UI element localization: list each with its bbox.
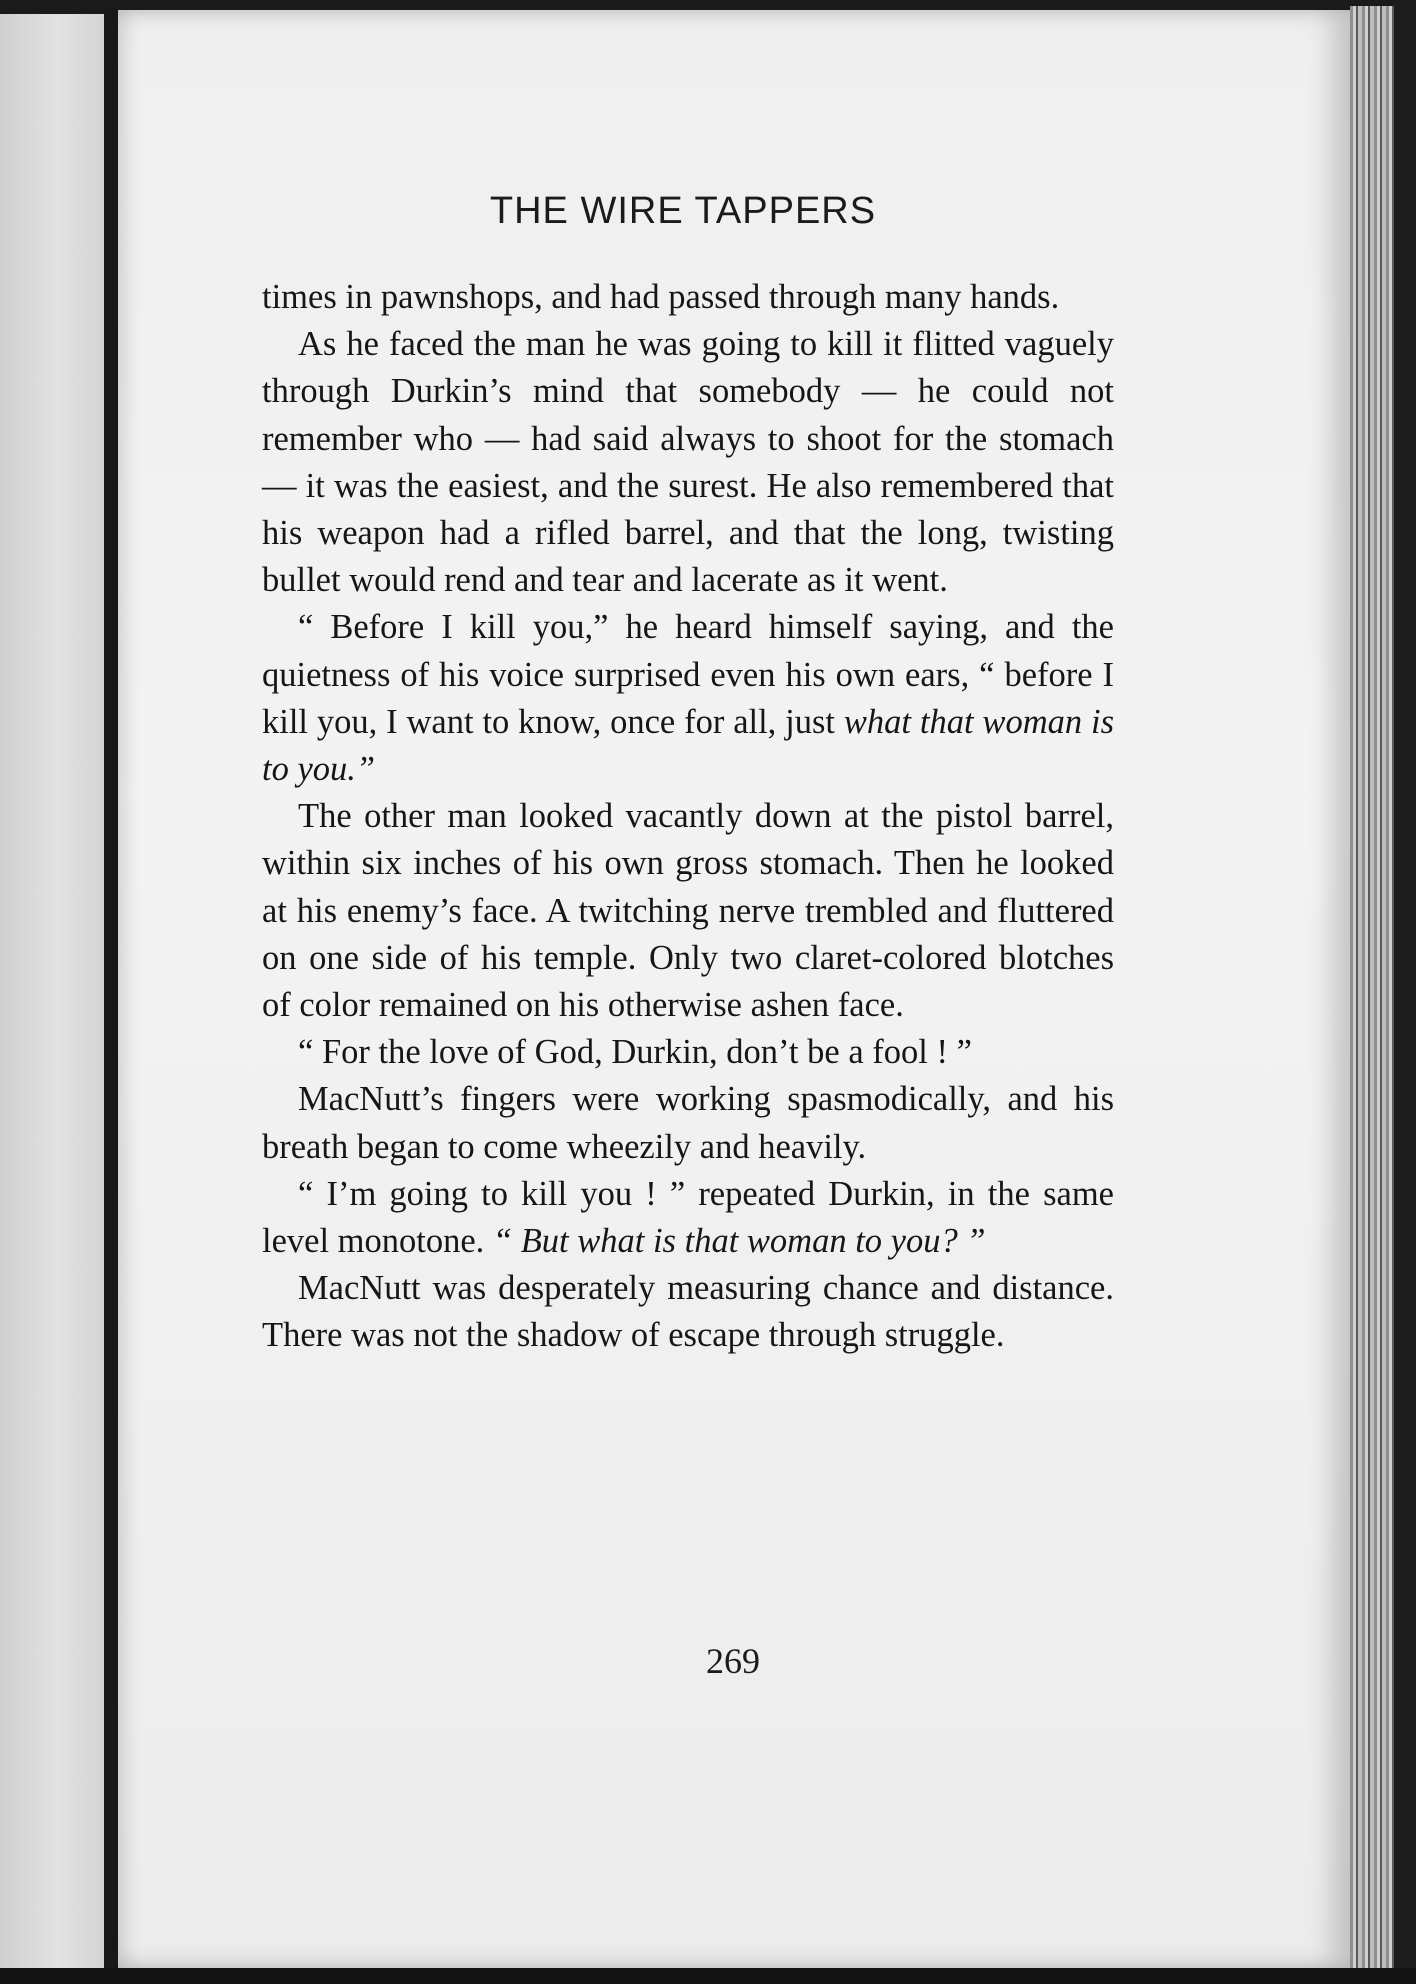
paragraph — [262, 1076, 1114, 1170]
paragraph — [262, 1171, 1114, 1265]
italic-text-run: what that woman is to you.” — [262, 702, 1114, 789]
paragraph — [262, 321, 1114, 604]
text-run: MacNutt was desperately measuring chance and distance. There was not the shadow of escape through struggle. — [262, 1269, 1114, 1355]
scan-border-right — [1394, 0, 1416, 1984]
body-text — [262, 274, 1114, 1360]
running-head: THE WIRE TAPPERS — [489, 190, 877, 232]
text-run: MacNutt’s fingers were working spasmodically, and his breath began to come wheezily and heavily. — [262, 1080, 1114, 1166]
paragraph — [262, 793, 1114, 1029]
text-run: As he faced the man he was going to kill it flitted vaguely through Durkin’s mind that somebody — he could not remember who — had said always to shoot for the stomach — it was the easiest, and the surest. He also remembered that his weapon had a rifled barrel, and that the long, twisting bullet would rend and tear and lacerate as it went. — [262, 325, 1114, 600]
page-number: 269 — [706, 1641, 760, 1681]
book-gutter — [104, 10, 118, 1974]
paragraph — [262, 274, 1114, 321]
paragraph — [262, 604, 1114, 793]
paragraph — [262, 1265, 1114, 1359]
text-run: “ I’m going to kill you ! ” repeated Durkin, in the same level monotone. — [262, 1174, 1114, 1261]
paragraph — [262, 1029, 1114, 1076]
text-run: “ Before I kill you,” he heard himself saying, and the quietness of his voice surprised even his own ears, “ before I kill you, I want to know, once for all, just — [262, 608, 1114, 741]
italic-text-run: “ But what is that woman to you? ” — [492, 1222, 986, 1261]
text-run: times in pawnshops, and had passed through many hands. — [262, 278, 1060, 316]
text-run: “ For the love of God, Durkin, don’t be a fool ! ” — [298, 1033, 972, 1072]
scan-border-bottom — [0, 1968, 1416, 1984]
text-run: The other man looked vacantly down at the pistol barrel, within six inches of his own gross stomach. Then he looked at his enemy’s face. A twitching nerve trembled and fluttered on one side of his temple. Only two claret-colored blotches of color remained on his otherwise ashen face. — [262, 797, 1114, 1025]
facing-page-edge — [0, 14, 104, 1970]
